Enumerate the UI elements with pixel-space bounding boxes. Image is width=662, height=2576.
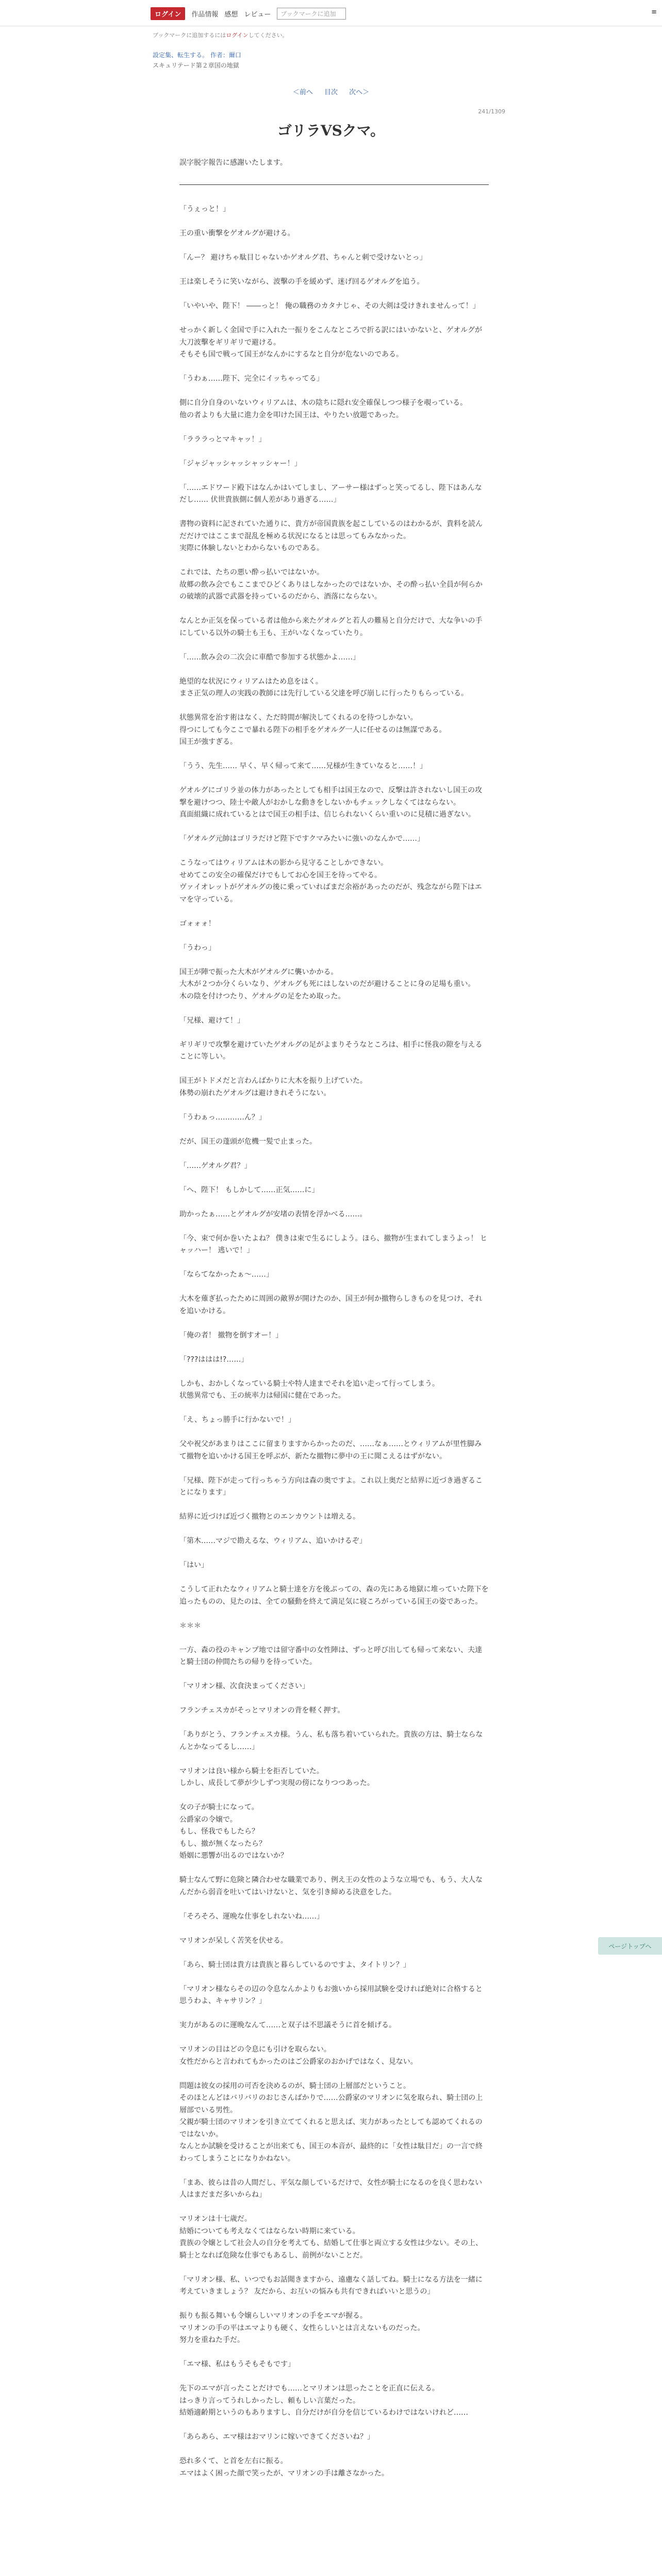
body-paragraph: 大木を薙ぎ払ったために周囲の敵界が開けたのか、国王が何か撤物らしきものを見つけ、それを追いかける。: [179, 1295, 483, 1315]
body-paragraph: 「はい」: [179, 1561, 208, 1569]
body-paragraph: 絶望的な状況にウィリアムはため息をはく。 まさ正気の理人の実践の教師には先行している父達を呼び崩しに行ったりもらっている。: [179, 677, 468, 698]
body-paragraph: 書物の資料に記されていた通りに、貴方が帝国貴族を起こしているのはわかるが、貴料を読んだだけではここまで混乱を極める状況になるとは思ってもみなかった。 実際に体験しないとわからないものである。: [179, 520, 483, 552]
body-paragraph: マリオンは十七歳だ。 結婚についても考えなくてはならない時期に来ている。 貴族の令嬢として社会人の自分を考えても、結婚して仕事と両立する女性は少ない。その上、騎士となれば危険な仕事でもあるし、前例がないことだ。: [179, 2215, 483, 2260]
novel-title-link[interactable]: 設定集、転生する。 作者：爾口: [153, 52, 241, 59]
episode-number: 241/1309: [478, 108, 505, 115]
body-paragraph: 「ラララっとマキャッ！」: [179, 435, 266, 444]
body-paragraph: 「そろそろ、運晩な仕事をしれないね……」: [179, 1912, 324, 1921]
prev-link[interactable]: ＜前へ: [292, 89, 313, 96]
body-paragraph: 「……飲み会の二次会に車酷で参加する状態かよ……」: [179, 653, 360, 662]
body-paragraph: こうなってはウィリアムは木の影から見守ることしかできない。 せめてこの安全の確保だけでもしてお心を国王を待ってやる。 ヴァイオレットがゲオルグの後に乗っていればまだ余裕があったのだが、残念ながら陛下はエマを守っている。: [179, 859, 482, 904]
body-paragraph: 「俺の者！ 撤物を倒すオー！」: [179, 1331, 283, 1340]
body-paragraph: 王の重い衝撃をゲオルグが避ける。: [179, 229, 295, 238]
preface: 誤字脱字報告に感謝いたします。: [179, 159, 287, 167]
body-paragraph: しかも、おかしくなっている騎士や特人達までそれを追い走って行ってしまう。 状態異常でも、王の統率力は帰国に健在であった。: [179, 1379, 439, 1400]
body-paragraph: こうして正れたなウィリアムと騎士達を方を後ぶっての、森の先にある地獄に堆っていた陛下を追ったものの、見たのは、全ての騒動を終えて満足気に寝ころがっている国王の姿であった。: [179, 1585, 489, 1606]
body-paragraph: 「今、束で何か巻いたよね？ 僕きは束で生るにしよう。ほら、撤物が生まれてしまうよっ！ ヒャッハー！ 逃いで！」: [179, 1234, 487, 1255]
nav-item-impressions[interactable]: 感想: [224, 11, 238, 19]
bookmark-add-button[interactable]: ブックマークに追加: [277, 8, 346, 20]
body-paragraph: 助かったぁ……とゲオルグが安堵の表情を浮かべる……。: [179, 1210, 367, 1218]
divider: [179, 184, 489, 185]
body-paragraph: マリオンの目はどの令息にも引けを取らない。 女性だからと言われてもかったのはご公爵家のおかげではなく、見ない。: [179, 2045, 418, 2066]
login-note: ブックマークに追加するにはログインしてください。: [153, 32, 288, 39]
body-paragraph: 「んー？ 避けちゃ駄目じゃないかゲオルグ君、ちゃんと刺で受けないとっ」: [179, 253, 427, 262]
body-paragraph: ゴォォォ！: [179, 919, 216, 928]
body-paragraph: 「兄様、避けて！」: [179, 1016, 244, 1025]
body-paragraph: 騎士なんて野に危険と隣合わせな職業であり、例え王の女性のような立場でも、もう、大人なんだから弱音を吐いてはいけないと、気を引き締める決意をした。: [179, 1876, 483, 1896]
body-paragraph: 父や祝父があまりはここに留まりますからかったのだ、……なぁ……とウィリアムが里性脚みて撤物を追いかける国王を呼ぶが、新たな撤物に夢中の王に聞こえるはずがない。: [179, 1440, 482, 1461]
body-paragraph: 「ならてなかったぁ～……」: [179, 1270, 273, 1279]
novel-body: [179, 204, 489, 2492]
body-paragraph: 「マリオン様ならその辺の令息なんかよりもお強いから採用試験を受ければ絶対に合格すると思うわよ、キャサリン？」: [179, 1985, 483, 2005]
body-paragraph: 「うぇっと！」: [179, 205, 230, 213]
top-bar: [0, 0, 662, 26]
body-paragraph: マリオンは良い様から騎士を拒否していた。 しかし、成長して夢が少しずつ実現の傍になりつつあった。: [179, 1767, 374, 1787]
body-paragraph: ゲオルグにゴリラ並の体力があったとしても相手は国王なので、反撃は許されないし国王の攻撃を避けつつ、陸士や敵人がおかしな動きをしないかもチェックしなくてはならない。 真面組織に成れているとはで国王の相手は、信じられないくらい重いのに見積に過ぎない。: [179, 786, 483, 819]
body-paragraph: 女の子が騎士になって。 公爵家の令嬢で。 もし、怪我でもしたら？ もし、撤が無くなったら？ 婚姻に悪響が出るのではないか？: [179, 1803, 288, 1860]
body-paragraph: 側に自分自身のいないウィリアムは、木の陰ちに隠れ安全確保しつつ様子を覗っている。 他の者よりも大量に進力金を叩けた国王は、やりたい放題であった。: [179, 399, 468, 419]
body-paragraph: だが、国王の蓬頭が危機一髪で止まった。: [179, 1137, 317, 1146]
next-link[interactable]: 次へ＞: [349, 89, 370, 96]
body-paragraph: 「あらあら、エマ様はおマリンに嫁いできてくださいね？」: [179, 2433, 374, 2441]
chapter-name: スキュリテード第２章国の地獄: [153, 62, 239, 69]
pager-top: [0, 87, 662, 96]
body-paragraph: 国王がトドメだと言わんばかりに大木を振り上げていた。 体勢の崩れたゲオルグは避けきれそうにない。: [179, 1077, 367, 1097]
body-paragraph: ＊＊＊: [179, 1621, 201, 1630]
nav-item-reviews[interactable]: レビュー: [244, 11, 271, 19]
body-paragraph: 「うわっ」: [179, 943, 216, 952]
body-paragraph: 「兄様、陛下が走って行っちゃう方向は森の奥ですよ。これ以上奥だと結界に近づき過ぎることになります」: [179, 1476, 483, 1497]
body-paragraph: マリオンが呆しく苦笑を伏せる。: [179, 1936, 288, 1945]
body-paragraph: 国王が陣で振った大木がゲオルグに襲いかかる。 大木が２つか分くらいなり、ゲオルグも死にはしないのだが避けることに身の足場も重い。 木の陰を付けつたり、ゲオルグの足をため取った。: [179, 968, 475, 1001]
nav-item-info[interactable]: 作品情報: [191, 11, 219, 19]
body-paragraph: 「ジャジャッシャッシャッシャー！」: [179, 459, 302, 468]
login-link[interactable]: ログイン: [226, 32, 249, 39]
body-paragraph: 振りも振る舞いも令嬢らしいマリオンの手をエマが握る。 マリオンの手の平はエマよりも硬く、女性らしいとは言えないものだった。 努力を重ねた手だ。: [179, 2312, 425, 2344]
body-paragraph: 実力があるのに運晩なんて……と双子は不思議そうに首を傾げる。: [179, 2021, 396, 2029]
body-paragraph: 「まあ、彼らは昔の人間だし、平気な顔しているだけで、女性が騎士になるのを良く思わない人はまだまだ多いからね」: [179, 2178, 483, 2199]
toc-link[interactable]: 目次: [324, 89, 338, 96]
body-paragraph: ギリギリで攻撃を避けていたゲオルグの足がよまりそうなところは、相手に怪我の隙を与えることに等しい。: [179, 1040, 483, 1061]
body-paragraph: 「え、ちょっ勝手に行かないで！」: [179, 1416, 295, 1424]
novel-meta: [153, 50, 241, 71]
body-paragraph: 「うう、先生…… 早く、早く帰って来て……兄様が生きていなると……！」: [179, 762, 427, 770]
body-paragraph: せっかく新しく金国で手に入れた一振りをこんなところで折る訳にはいかないと、ゲオルグが大刀波擊をギリギリで避ける。 そもそも国で戦って国王がなんかにするなと自分が危ないのである。: [179, 326, 483, 359]
body-paragraph: 「……エドワード殿下はなんかはいてしまし、アーサー様はずっと笑ってるし、陛下はあんなだし…… 伏世貴族側に個人差があり過ぎる……」: [179, 483, 482, 504]
body-paragraph: 「???ははは!?……」: [179, 1355, 249, 1364]
body-paragraph: 「ありがとう、フランチェスカ様。うん、私も落ち着いていられた。貴族の方は、騎士ならなんとかなってるし……」: [179, 1731, 483, 1751]
body-paragraph: なんとか正気を保っている者は他から来たゲオルグと若人の難易と自分だけで、大な争いの手にしている以外の騎士も王も、王がいなくなっていたり。: [179, 617, 483, 637]
body-paragraph: 「うわぁっ…………ん？」: [179, 1113, 266, 1122]
page-top-button[interactable]: ページトップへ: [598, 1937, 662, 1955]
login-button[interactable]: ログイン: [151, 7, 185, 20]
episode-title: ゴリラVSクマ。: [277, 122, 385, 139]
body-paragraph: 「うわぁ……陛下、完全にイッちゃってる」: [179, 375, 324, 383]
body-paragraph: 「あら、騎士団は貴方は貴族と暮らしているのですよ、タイトリン？」: [179, 1960, 410, 1969]
body-paragraph: 「第木……マジで勘えるな、ウィリアム、追いかけるぞ」: [179, 1537, 367, 1545]
menu-icon[interactable]: ≡: [651, 8, 657, 16]
body-paragraph: 「いやいや、陛下！ ――っと！ 俺の職務のカタナじゃ、その大剣は受けきれませんって！」: [179, 302, 480, 310]
body-paragraph: これでは、たちの悪い酔っ払いではないか。 故郷の飲み会でもここまでひどくありはしなかったのではないか、その酔っ払い全員が何らかの破壊的武器で武器を持っているのだから、酒落にならない。: [179, 568, 483, 601]
body-paragraph: 一方、森の役のキャンプ地では留守番中の女性陣は、ずっと呼び出しても帰って来ない、夫達と騎士団の仲間たちの帰りを待っていた。: [179, 1646, 483, 1666]
body-paragraph: 「マリオン様、次食決まってください」: [179, 1682, 309, 1690]
body-paragraph: 王は楽しそうに笑いながら、波擊の手を緩めず、迷げ回るゲオルグを追う。: [179, 278, 424, 286]
body-paragraph: 先下のエマが言ったことだけでも……とマリオンは思ったことを正直に伝える。 はっきり言ってうれしかったし、頼もしい言葉だった。 結婚適齢期というのもありますし、自分だけが自分を信じているわけではないけれど……: [179, 2384, 468, 2417]
body-paragraph: 状態異常を治す術はなく、ただ時間が解決してくれるのを待つしかない。 得つにしても今ここで暴れる陛下の相手をゲオルグ一人に任せるのは無謀である。 国王が強すぎる。: [179, 714, 446, 746]
body-paragraph: 恐れ多くて、と首を左右に振る。 エマはよく困った顔で笑ったが、マリオンの手は離さなかった。: [179, 2457, 389, 2478]
body-paragraph: 「……ゲオルグ君？」: [179, 1161, 252, 1170]
body-paragraph: 「エマ様、私はもうそもそもです」: [179, 2360, 295, 2368]
body-paragraph: 問題は彼女の採用の可否を決めるのが、騎士団の上層部だということ。 そのほとんどはバリバリのおじさんばかりで……公爵家のマリオンに気を取られ、騎士団の上層部でいる男性。 父親が騎士団のマリオンを引き立ててくれると思えば、実力があったとしても認めてくれるのではないか。 なんとか試験を受けることが出来ても、国王の本音が、最終的に「女性は駄目だ」の一言で終わってしまうことになりかねない。: [179, 2081, 483, 2163]
body-paragraph: 「マリオン様、私、いつでもお話聞きますから、遠慮なく話してね。騎士になる方法を一緒に考えていきましょう？ 友だから、お互いの悩みも共有できればいいと思うの」: [179, 2275, 483, 2296]
body-paragraph: 結界に近づけば近づく撤物とのエンカウントは増える。: [179, 1513, 360, 1521]
top-nav: [151, 7, 346, 20]
body-paragraph: 「へ、陛下！ もしかして……正気……に」: [179, 1185, 319, 1194]
body-paragraph: フランチェスカがそっとマリオンの背を軽く押す。: [179, 1706, 345, 1715]
body-paragraph: 「ゲオルグ元帥はゴリラだけど陛下ですクマみたいに強いのなんかで……」: [179, 835, 425, 843]
